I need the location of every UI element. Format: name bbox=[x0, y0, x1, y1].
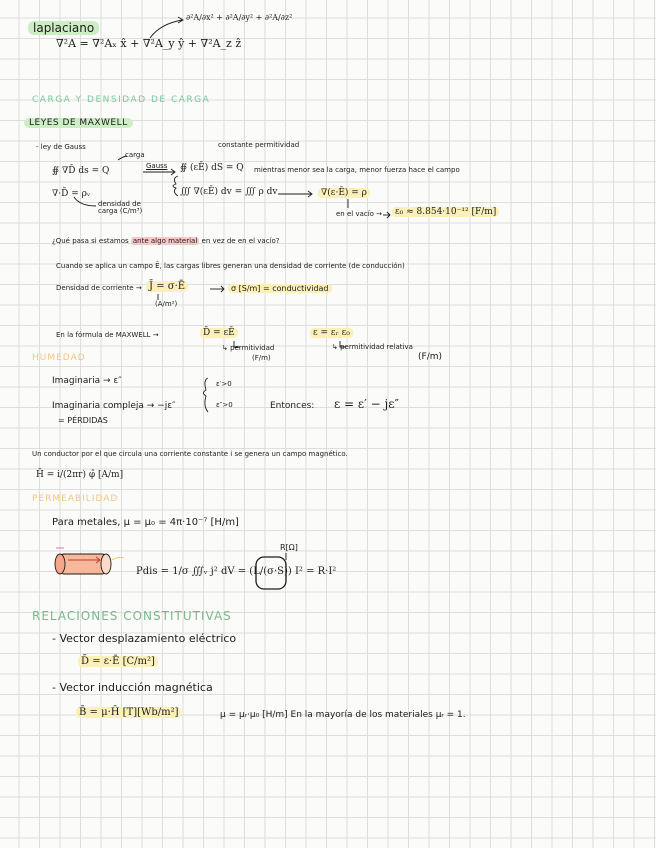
humedad-brace bbox=[204, 378, 209, 412]
vacio-label: en el vacío → bbox=[336, 210, 383, 218]
laplaciano-arrow bbox=[150, 20, 182, 38]
humedad-result: ε = ε′ − jε″ bbox=[334, 397, 399, 411]
carga-note: carga bbox=[125, 151, 145, 159]
sigma-note: σ [S/m] = conductividad bbox=[228, 284, 332, 293]
conductor-cylinder-sketch bbox=[55, 548, 124, 574]
corriente-label: Densidad de corriente → bbox=[56, 284, 142, 292]
conductor-formula: H̄ = i/(2πr) φ̂ [A/m] bbox=[36, 470, 124, 480]
carga-arrow bbox=[118, 156, 127, 160]
humedad-row3: = PÉRDIDAS bbox=[58, 416, 108, 425]
section-title-carga: CARGA Y DENSIDAD DE CARGA bbox=[32, 95, 211, 105]
permeabilidad-text: Para metales, μ = μ₀ = 4π·10⁻⁷ [H/m] bbox=[52, 517, 239, 528]
relaciones-title: RELACIONES CONSTITUTIVAS bbox=[32, 609, 232, 623]
gauss-flux: ∯ (εĒ) dS = Q bbox=[180, 163, 244, 173]
densidad-note: densidad de carga (C/m³) bbox=[98, 200, 143, 216]
eps-equation: ε = εᵣ ε₀ bbox=[310, 328, 353, 338]
laplaciano-formula: ∇²A = ∇²Aₓ x̂ + ∇²A_y ŷ + ∇²A_z ẑ bbox=[56, 37, 242, 50]
gauss-integral: ∯ ∇D̄ ds = Q bbox=[52, 166, 110, 176]
r-label: R[Ω] bbox=[280, 543, 298, 552]
mientras-note: mientras menor sea la carga, menor fuerza hace el campo bbox=[254, 166, 460, 174]
corriente-unit: (A/m²) bbox=[155, 300, 178, 308]
teorema-gauss: Gauss bbox=[146, 162, 168, 170]
corriente-note: Cuando se aplica un campo Ē, las cargas libres generan una densidad de corriente (de conducción) bbox=[56, 262, 405, 270]
question-text: ¿Qué pasa si estamos ante algo material en vez de en el vacío? bbox=[52, 237, 280, 245]
relaciones-item1: - Vector desplazamiento eléctrico bbox=[52, 632, 237, 645]
perm-rel-unit: (F/m) bbox=[418, 352, 442, 362]
resistance-box bbox=[256, 557, 286, 589]
section-title-maxwell: LEYES DE MAXWELL bbox=[24, 118, 133, 128]
humedad-title: HUMEDAD bbox=[32, 353, 86, 363]
humedad-row1: Imaginaria → ε″ bbox=[52, 376, 122, 386]
conductor-text: Un conductor por el que circula una corriente constante i se genera un campo magnético. bbox=[32, 450, 348, 458]
eps0-value: ε₀ ≈ 8.854·10⁻¹² [F/m] bbox=[392, 207, 499, 217]
relaciones-item2: - Vector inducción magnética bbox=[52, 681, 213, 694]
corriente-formula: J̄ = σ·Ē bbox=[146, 281, 188, 293]
div-eq: ∇(ε·Ē) = ρ bbox=[318, 188, 370, 198]
pdis-formula: Pdis = 1/σ ∭ᵥ j² dV = (L/(σ·S)) I² = R·I² bbox=[136, 566, 337, 577]
constante-note: constante permitividad bbox=[218, 141, 300, 149]
relaciones-formula2: B̄ = μ·H̄ [T][Wb/m²] bbox=[76, 707, 181, 719]
humedad-cond1: ε′>0 bbox=[216, 380, 232, 388]
relaciones-formula1: D̄ = ε·Ē [C/m²] bbox=[78, 656, 158, 668]
divergence-eq: ∇·D̄ = ρᵥ bbox=[52, 189, 91, 199]
humedad-row2: Imaginaria compleja → −jε″ bbox=[52, 401, 176, 411]
laplaciano-title: laplaciano bbox=[28, 22, 99, 36]
relaciones-note: μ = μᵣ·μ₀ [H/m] En la mayoría de los materiales μᵣ = 1. bbox=[220, 710, 466, 720]
d-equation: D̄ = εĒ bbox=[200, 328, 238, 338]
permeabilidad-title: PERMEABILIDAD bbox=[32, 494, 119, 504]
perm-abs-unit: (F/m) bbox=[252, 354, 271, 362]
entonces-label: Entonces: bbox=[270, 401, 315, 411]
gauss-brace bbox=[173, 176, 178, 196]
perm-rel-label: ↳ permitividad relativa bbox=[332, 343, 413, 351]
gauss-label: - ley de Gauss bbox=[36, 143, 86, 151]
perm-abs-label: ↳ permitividad bbox=[222, 344, 275, 352]
humedad-cond2: ε″>0 bbox=[216, 401, 233, 409]
laplaciano-expansion: ∂²A/∂x² + ∂²A/∂y² + ∂²A/∂z² bbox=[186, 13, 293, 22]
gauss-volume: ∭ ∇(εĒ) dv = ∭ ρ dv bbox=[180, 187, 278, 197]
maxwell-pre: En la fórmula de MAXWELL → bbox=[56, 331, 159, 339]
